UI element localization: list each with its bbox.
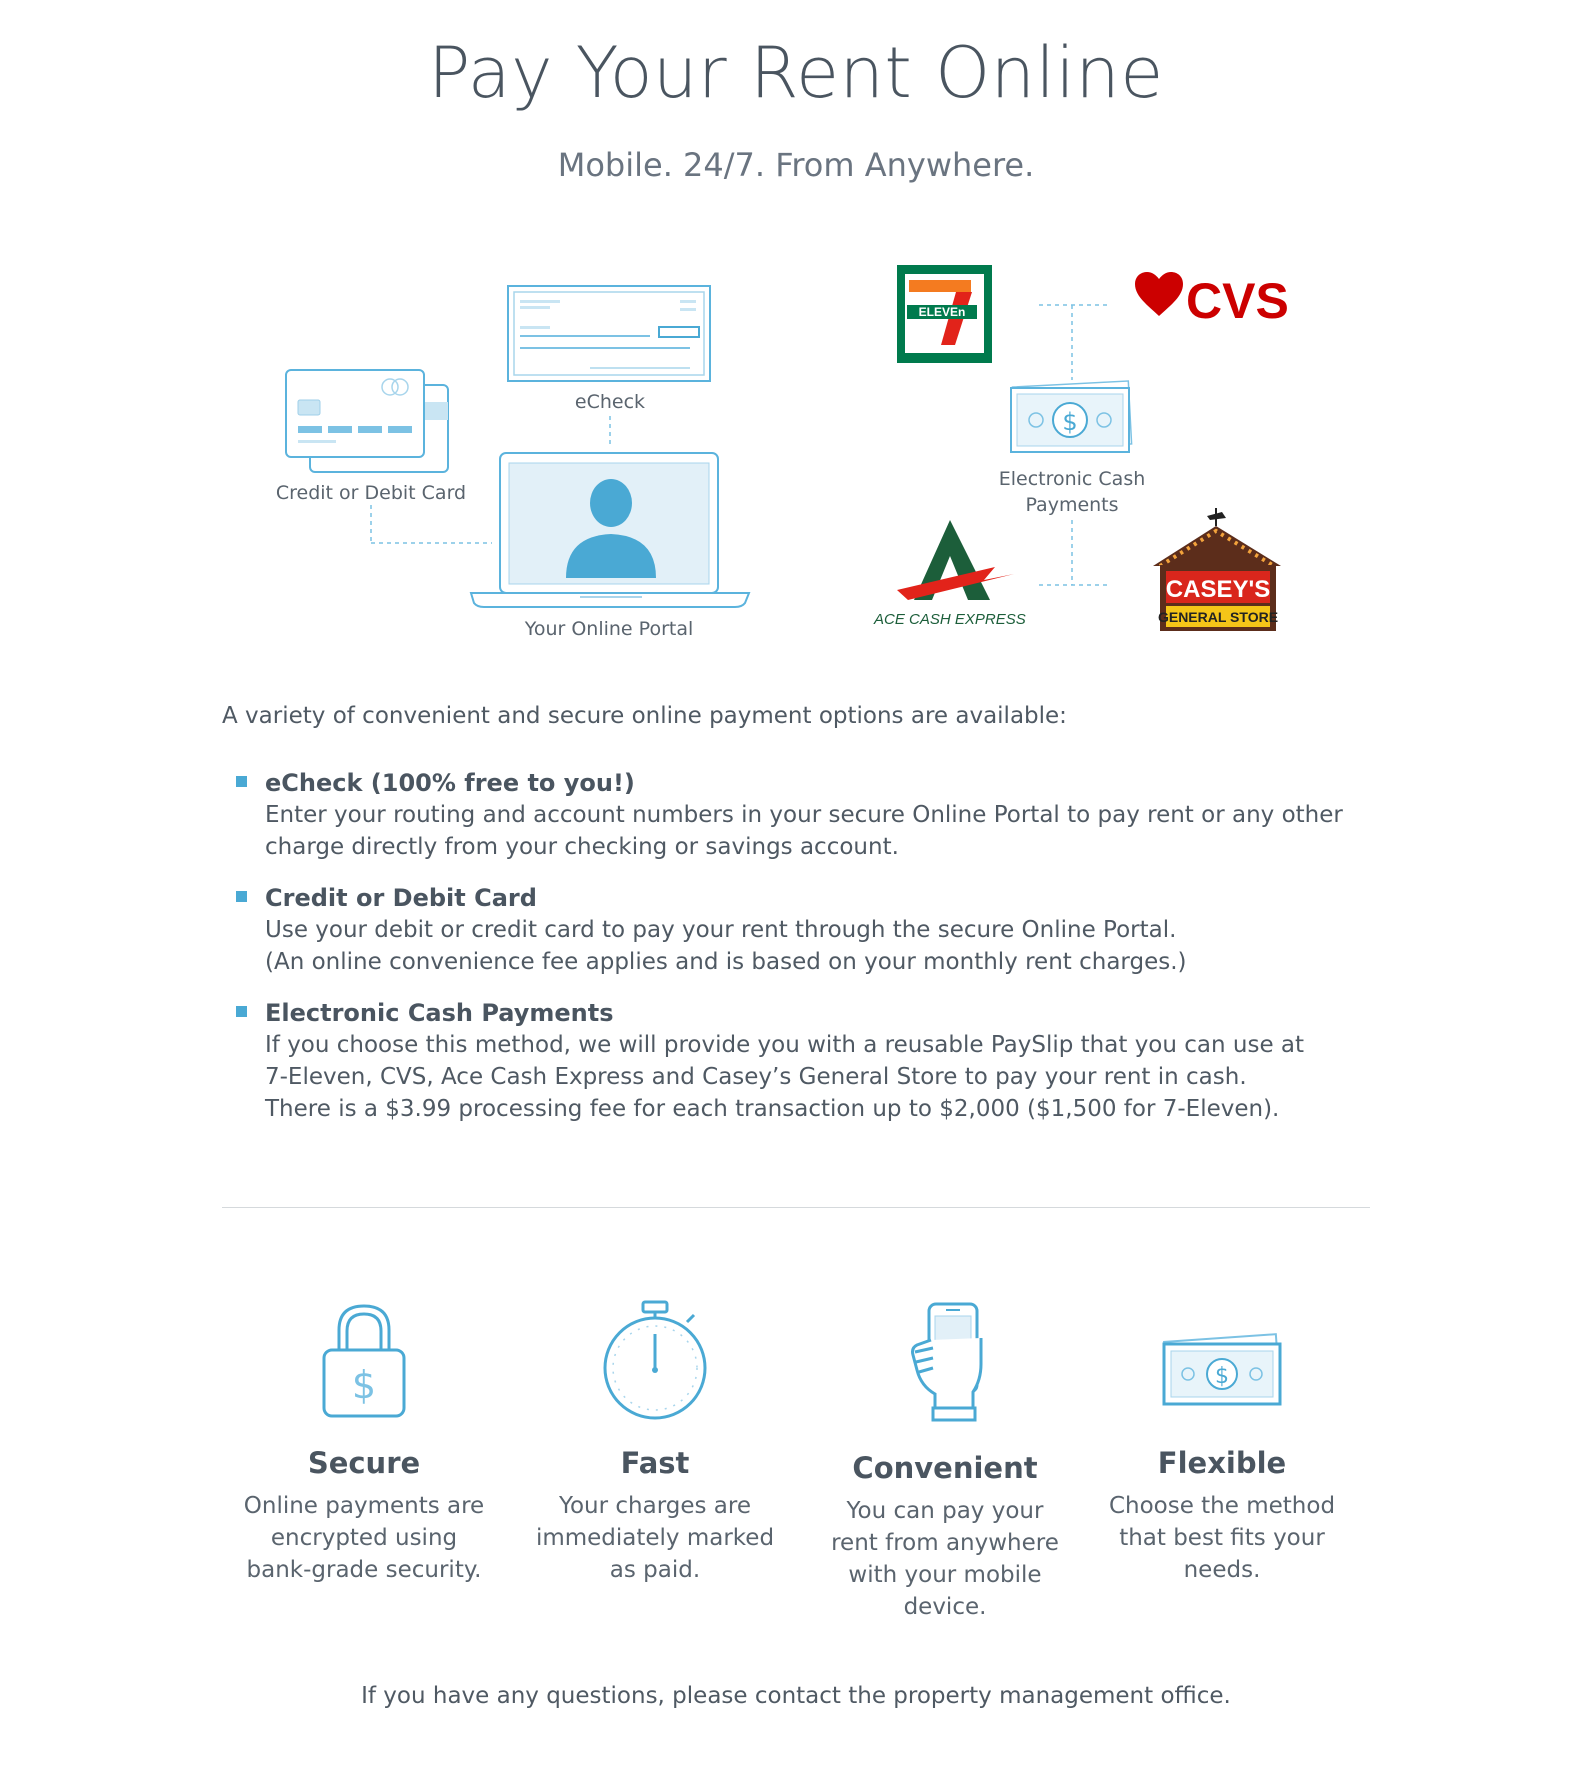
feature-desc: [224, 1490, 504, 1586]
options-intro: A variety of convenient and secure online payment options are available:: [222, 703, 1067, 729]
cash-payments-label: [980, 466, 1164, 518]
svg-text:$: $: [351, 1363, 377, 1407]
cvs-logo: [1135, 272, 1289, 329]
ace-text: ACE CASH EXPRESS: [874, 611, 1026, 628]
option-line: (An online convenience fee applies and is based on your monthly rent charges.): [265, 949, 1187, 975]
laptop-portal-icon: [471, 453, 749, 607]
seven-eleven-logo: [897, 265, 992, 363]
feature-desc-line: that best fits your: [1119, 1525, 1325, 1551]
feature-flexible: [1082, 1300, 1362, 1586]
option-cash: [236, 997, 1386, 1125]
payment-diagram: [270, 280, 760, 650]
feature-title: Convenient: [852, 1451, 1038, 1485]
option-line: charge directly from your checking or savings account.: [265, 834, 899, 860]
caseys-sub-text: GENERAL STORE: [1157, 609, 1279, 625]
bullet-icon: [236, 776, 247, 787]
svg-text:$: $: [1215, 1364, 1229, 1389]
seven-eleven-text: ELEVEn: [918, 305, 966, 319]
mobile-phone-icon: [895, 1300, 995, 1425]
feature-desc-line: bank-grade security.: [246, 1557, 482, 1583]
feature-convenient: [805, 1300, 1085, 1623]
feature-desc-line: rent from anywhere: [831, 1530, 1059, 1556]
feature-desc: [805, 1495, 1085, 1623]
feature-desc-line: with your mobile: [848, 1562, 1042, 1588]
option-title: eCheck (100% free to you!): [265, 769, 635, 797]
svg-text:$: $: [1062, 408, 1078, 436]
echeck-icon: [508, 286, 710, 381]
caseys-logo: [1153, 508, 1281, 631]
feature-title: Flexible: [1157, 1446, 1287, 1480]
cash-partners-diagram: [870, 255, 1300, 640]
card-label: Credit or Debit Card: [275, 482, 467, 504]
option-line: Use your debit or credit card to pay your rent through the secure Online Portal.: [265, 917, 1177, 943]
footer-contact-text: If you have any questions, please contact the property management office.: [361, 1683, 1231, 1709]
feature-desc-line: needs.: [1183, 1557, 1261, 1583]
credit-card-icon: [286, 370, 448, 472]
option-echeck: [236, 767, 1386, 863]
feature-title: Fast: [620, 1446, 690, 1480]
feature-desc-line: immediately marked: [535, 1525, 775, 1551]
ace-cash-express-logo: [873, 520, 1026, 628]
feature-desc: [515, 1490, 795, 1586]
caseys-name-text: CASEY'S: [1165, 576, 1271, 603]
option-line: There is a $3.99 processing fee for each transaction up to $2,000 ($1,500 for 7-Eleven).: [265, 1096, 1280, 1122]
option-line: Enter your routing and account numbers in your secure Online Portal to pay rent or any other: [265, 802, 1343, 828]
bullet-icon: [236, 891, 247, 902]
cash-label-line: Payments: [1025, 494, 1119, 516]
feature-desc-line: Choose the method: [1108, 1493, 1336, 1519]
padlock-icon: [314, 1300, 414, 1420]
cash-label-line: Electronic Cash: [998, 468, 1146, 490]
feature-desc-line: You can pay your: [846, 1498, 1044, 1524]
feature-desc-line: as paid.: [609, 1557, 701, 1583]
page-title: Pay Your Rent Online: [428, 32, 1164, 114]
feature-desc-line: encrypted using: [270, 1525, 458, 1551]
feature-fast: [515, 1300, 795, 1586]
stopwatch-icon: [600, 1300, 710, 1420]
option-line: 7-Eleven, CVS, Ace Cash Express and Casey’s General Store to pay your rent in cash.: [265, 1064, 1247, 1090]
cash-bills-icon: [1160, 1300, 1284, 1420]
feature-desc-line: Your charges are: [558, 1493, 752, 1519]
feature-desc-line: Online payments are: [243, 1493, 485, 1519]
bullet-icon: [236, 1006, 247, 1017]
page-subtitle: Mobile. 24/7. From Anywhere.: [557, 146, 1035, 184]
portal-label: Your Online Portal: [524, 618, 694, 640]
echeck-label: eCheck: [574, 391, 646, 413]
option-card: [236, 882, 1386, 978]
cvs-text: CVS: [1186, 273, 1289, 329]
option-title: Electronic Cash Payments: [265, 999, 614, 1027]
feature-desc: [1082, 1490, 1362, 1586]
section-divider: [222, 1207, 1370, 1208]
feature-secure: [224, 1300, 504, 1586]
cash-bill-icon: [1011, 381, 1132, 452]
feature-desc-line: device.: [903, 1594, 987, 1620]
feature-title: Secure: [307, 1446, 421, 1480]
option-title: Credit or Debit Card: [265, 884, 537, 912]
option-line: If you choose this method, we will provide you with a reusable PaySlip that you can use at: [265, 1032, 1305, 1058]
